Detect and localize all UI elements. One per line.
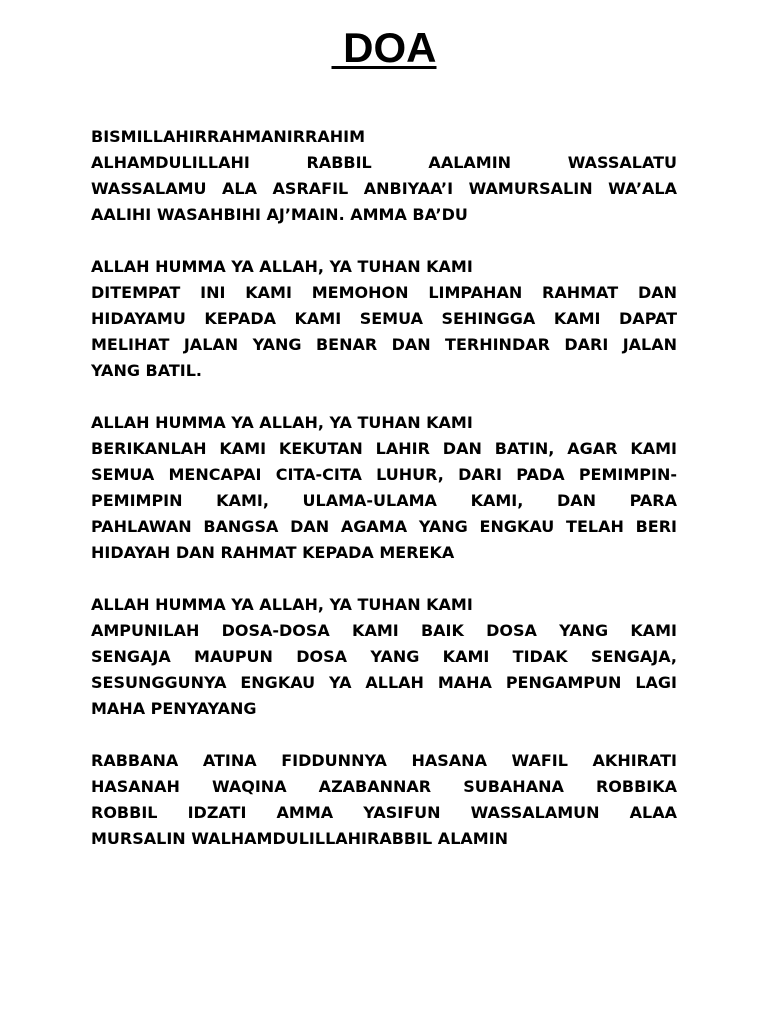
paragraph-line: SENGAJA MAUPUN DOSA YANG KAMI TIDAK SENGAJA, — [91, 647, 677, 666]
paragraph-line: MELIHAT JALAN YANG BENAR DAN TERHINDAR DARI JALAN — [91, 335, 677, 354]
paragraph-line: RABBANA ATINA FIDDUNNYA HASANA WAFIL AKHIRATI — [91, 751, 677, 770]
paragraph-line: MURSALIN WALHAMDULILLAHIRABBIL ALAMIN — [91, 829, 509, 848]
paragraph-line: ALLAH HUMMA YA ALLAH, YA TUHAN KAMI — [91, 413, 473, 432]
paragraph-line: SEMUA MENCAPAI CITA-CITA LUHUR, DARI PADA PEMIMPIN- — [91, 465, 677, 484]
paragraph-line: DITEMPAT INI KAMI MEMOHON LIMPAHAN RAHMAT DAN — [91, 283, 677, 302]
paragraph-line: ALLAH HUMMA YA ALLAH, YA TUHAN KAMI — [91, 595, 473, 614]
paragraph-line: SESUNGGUNYA ENGKAU YA ALLAH MAHA PENGAMPUN LAGI — [91, 673, 677, 692]
paragraph-line: HIDAYAMU KEPADA KAMI SEMUA SEHINGGA KAMI DAPAT — [91, 309, 677, 328]
paragraph-prayer-guidance — [91, 254, 677, 384]
document-body — [91, 124, 677, 878]
paragraph-line: ALLAH HUMMA YA ALLAH, YA TUHAN KAMI — [91, 257, 473, 276]
paragraph-line: HASANAH WAQINA AZABANNAR SUBAHANA ROBBIKA — [91, 777, 677, 796]
paragraph-line: PEMIMPIN KAMI, ULAMA-ULAMA KAMI, DAN PARA — [91, 491, 677, 510]
document-title-text: DOA — [331, 24, 437, 71]
paragraph-line: MAHA PENYAYANG — [91, 699, 257, 718]
paragraph-opening — [91, 124, 677, 228]
paragraph-closing — [91, 748, 677, 852]
paragraph-line: AALIHI WASAHBIHI AJ’MAIN. AMMA BA’DU — [91, 205, 468, 224]
paragraph-line: ROBBIL IDZATI AMMA YASIFUN WASSALAMUN ALAA — [91, 803, 677, 822]
paragraph-line: BERIKANLAH KAMI KEKUTAN LAHIR DAN BATIN, AGAR KAMI — [91, 439, 677, 458]
paragraph-line: BISMILLAHIRRAHMANIRRAHIM — [91, 127, 366, 146]
paragraph-line: WASSALAMU ALA ASRAFIL ANBIYAA’I WAMURSALIN WA’ALA — [91, 179, 677, 198]
paragraph-line: ALHAMDULILLAHI RABBIL AALAMIN WASSALATU — [91, 153, 677, 172]
paragraph-line: YANG BATIL. — [91, 361, 203, 380]
paragraph-line: HIDAYAH DAN RAHMAT KEPADA MEREKA — [91, 543, 455, 562]
paragraph-prayer-forgiveness — [91, 592, 677, 722]
paragraph-line: AMPUNILAH DOSA-DOSA KAMI BAIK DOSA YANG KAMI — [91, 621, 677, 640]
paragraph-prayer-strength — [91, 410, 677, 566]
document-title — [0, 22, 768, 74]
paragraph-line: PAHLAWAN BANGSA DAN AGAMA YANG ENGKAU TELAH BERI — [91, 517, 677, 536]
